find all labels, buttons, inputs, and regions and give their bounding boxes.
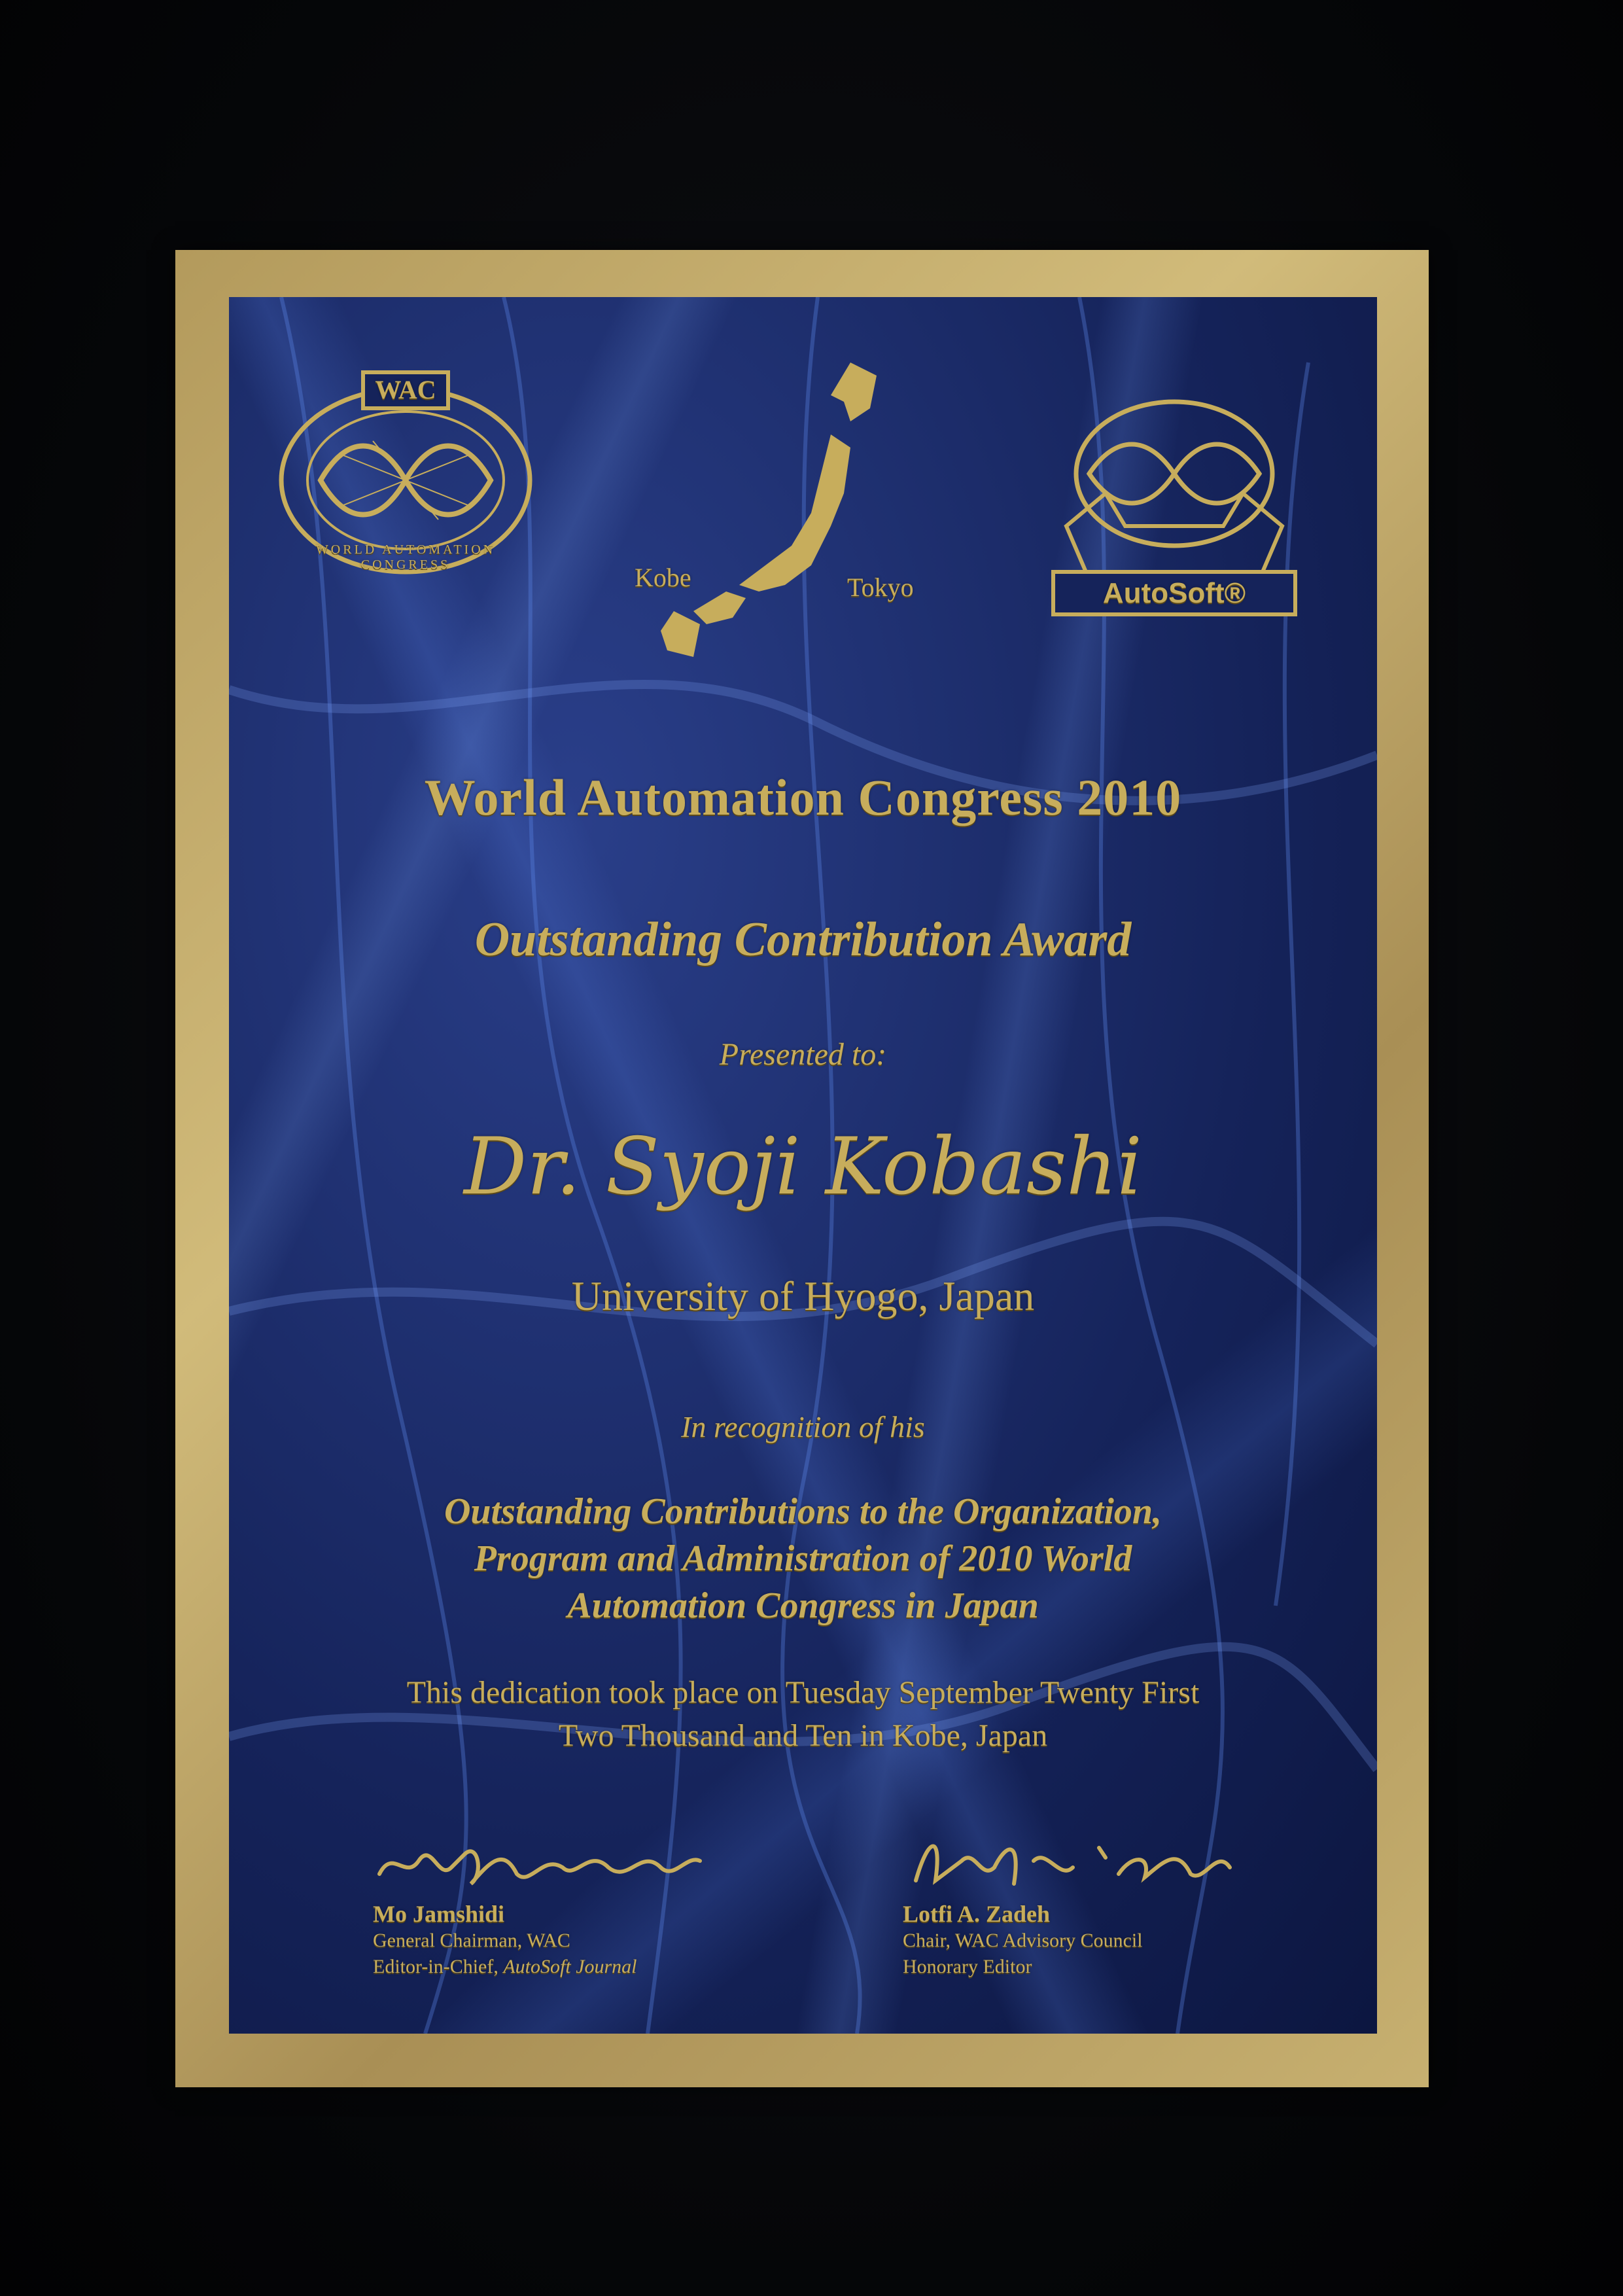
contribution-text — [229, 1488, 1377, 1629]
signatory-right — [903, 1822, 1361, 1980]
presented-to-label: Presented to: — [719, 1037, 887, 1072]
dedication-line: Two Thousand and Ten in Kobe, Japan — [558, 1718, 1048, 1753]
contribution-line: Program and Administration of 2010 World — [474, 1538, 1132, 1579]
gold-frame — [175, 250, 1429, 2087]
contribution-line: Outstanding Contributions to the Organization, — [444, 1491, 1162, 1532]
dedication-text — [229, 1671, 1377, 1757]
autosoft-logo-label: AutoSoft® — [1102, 577, 1246, 609]
recipient-name: Dr. Syoji Kobashi — [464, 1122, 1142, 1212]
signatory-role-prefix: Honorary Editor — [903, 1956, 1032, 1977]
journal-name: AutoSoft Journal — [503, 1956, 637, 1977]
contribution-line: Automation Congress in Japan — [567, 1585, 1039, 1626]
signatory-name: Lotfi A. Zadeh — [903, 1901, 1051, 1927]
japan-map-icon — [635, 349, 909, 663]
signatory-left — [373, 1822, 831, 1980]
signatory-role-2 — [373, 1954, 831, 1980]
map-label-kobe: Kobe — [635, 563, 691, 592]
dedication-line: This dedication took place on Tuesday September Twenty First — [406, 1675, 1200, 1710]
map-label-tokyo: Tokyo — [847, 573, 914, 602]
award-title: Outstanding Contribution Award — [474, 913, 1132, 966]
recognition-label: In recognition of his — [681, 1410, 925, 1443]
signatory-role: General Chairman, WAC — [373, 1930, 570, 1951]
signatory-role-prefix: Editor-in-Chief, — [373, 1956, 504, 1977]
blue-marble-panel — [229, 297, 1377, 2034]
signatory-name: Mo Jamshidi — [373, 1901, 505, 1927]
wac-logo-label: WAC — [375, 375, 436, 404]
signatory-role: Chair, WAC Advisory Council — [903, 1930, 1143, 1951]
signature-jamshidi — [373, 1822, 713, 1894]
recipient-affiliation: University of Hyogo, Japan — [571, 1273, 1035, 1319]
wac-logo-ring-text: WORLD AUTOMATION CONGRESS — [315, 542, 496, 572]
signature-zadeh — [903, 1822, 1243, 1894]
signatory-role-2 — [903, 1954, 1361, 1980]
congress-title: World Automation Congress 2010 — [424, 769, 1182, 826]
